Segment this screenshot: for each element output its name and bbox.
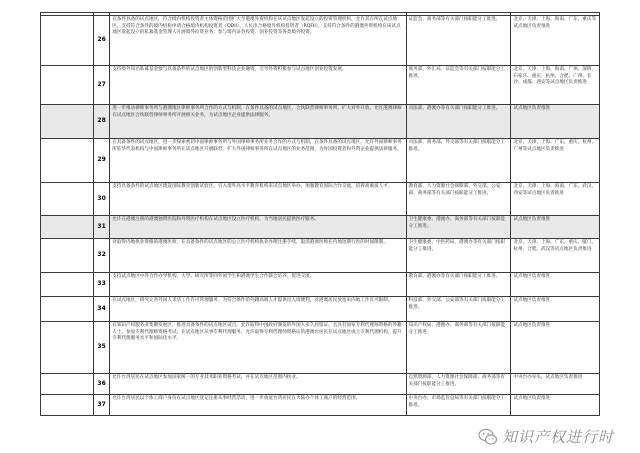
- responsible-departments: 自然资源部、人力资源社会保障部、商务部等有关部门按职能分工推进。: [406, 374, 511, 395]
- table-row: [41, 239, 600, 273]
- measure-content: 在试点地区，研究完善外国人来华工作许可管理服务，为符合条件的外籍高端人才提供出入境便利，对港澳居民放宽来内地工作许可限制。: [110, 297, 406, 322]
- row-number: 28: [93, 105, 109, 139]
- responsible-areas: 北京、天津、上海、海南、广东、重庆等试点地区负责推进: [511, 16, 600, 66]
- responsible-departments: 卫生健康委、港澳办、商务部等有关部门按职能分工推进。: [406, 216, 511, 239]
- blank-cell: [41, 66, 94, 105]
- measure-content: 支持试点地区中外合作办学机构、大学、研究所等同外国学生和港澳学生合作联合培养，促进交流。: [110, 273, 406, 297]
- blank-cell: [41, 216, 94, 239]
- blank-cell: [41, 239, 94, 273]
- watermark-text: 知识产权进行时: [502, 428, 615, 446]
- measure-content: 在条件具备的试点地区，符合境内机构投资者主体资格范围扩大至港澳外资机构在该试点地区发起设立的投资管理机构，允许其在所在试点地区，支持符合条件的境内机构申请合格境内机构投资者（QDII）、人民币合格境外机构投资者（RQFII），支持符合条件的港澳外资机构在该试点地区发起设立的私募基金管理人开展境外投资业务；参与境内证券投资、创业投资等各类境外投资。: [110, 16, 406, 66]
- responsible-departments: 司法部、商务部、外交部等有关部门按职能分工推进。: [406, 139, 511, 183]
- wechat-logo-icon: [478, 427, 498, 447]
- measure-content: 对取得内地执业资格的港澳医师，在具备条件的试点地区的公立医疗机构执业办理注册手续，取消港澳医师在内地短期行医的时间限制。: [110, 239, 406, 273]
- measure-content: 允许台湾居民以个体工商户身份在试点地区登记注册从事经营活动，进一步放宽台湾居民在大陆办个体工商户的经营范围。: [110, 395, 406, 416]
- row-number: 31: [93, 216, 109, 239]
- table-row: [41, 297, 600, 322]
- row-number: 27: [93, 66, 109, 105]
- row-number: 26: [93, 16, 109, 66]
- row-number: 32: [93, 239, 109, 273]
- table-row: [41, 273, 600, 297]
- responsible-areas: 试点地区负责推进: [511, 322, 600, 374]
- blank-cell: [41, 16, 94, 66]
- row-number: 37: [93, 395, 109, 416]
- measure-content: 进一步推动律师事务所与港澳地区律师事务所合作的方式与机制，在条件具备的试点地区，合伙联营律师事务所，扩大对外开放，允许港澳律师在试点地区合伙联营律师事务所开展相关业务，为试点地区企业提供法律服务。: [110, 105, 406, 139]
- responsible-areas: 试点地区负责推进: [511, 297, 600, 322]
- blank-cell: [41, 374, 94, 395]
- row-number: 30: [93, 183, 109, 216]
- responsible-areas: 北京、天津、上海、海南、广州、深圳、石家庄、重庆、杭州、合肥、广州、长沙、成都、西安等试点地区负责推进: [511, 66, 600, 105]
- responsible-departments: 知识产权局、港澳办、商务部等有关部门按职能分工推进。: [406, 322, 511, 374]
- table-row: [41, 395, 600, 416]
- responsible-areas: 北京、天津、上海、海南、广东、武汉、西安等试点地区负责推进: [511, 183, 600, 216]
- blank-cell: [41, 139, 94, 183]
- responsible-departments: 教育部、人力资源社会保障部、外交部、公安部、商务部等有关部门按职能分工推进。: [406, 183, 511, 216]
- table-row: [41, 374, 600, 395]
- table-row: [41, 105, 600, 139]
- responsible-departments: 司法部、港澳办等有关部门按职能分工推进。: [406, 105, 511, 139]
- table-row: [41, 66, 600, 105]
- table-row: [41, 139, 600, 183]
- policy-table: [40, 12, 600, 416]
- responsible-areas: 试点地区负责推进: [511, 395, 600, 416]
- policy-table-body: [41, 13, 600, 416]
- measure-content: 在知识产权服务业集聚发展区，推进具备条件的试点地区试点，允许取得中国政府颁发的外国人永久居留证、且具有国家专利代理师资格的外籍人士，参加专利代理师资格考试，在试点地区从事专利代理服务，允许取得专利代理师资格证的港澳台居民在试点地区成立专利代理机构，提升专利代理服务水平和国际化水平。: [110, 322, 406, 374]
- responsible-areas: 中央台办牵头，试点地区负责推进: [511, 374, 600, 395]
- row-number: 33: [93, 273, 109, 297]
- responsible-areas: 试点地区负责推进: [511, 105, 600, 139]
- responsible-departments: 卫生健康委、中医药局、港澳办等有关部门按职能分工推进。: [406, 239, 511, 273]
- blank-cell: [41, 183, 94, 216]
- responsible-departments: 教育部、港澳办等有关部门按职能分工推进。: [406, 273, 511, 297]
- responsible-areas: 北京、天津、上海、广东、重庆、杭州、广州等试点地区负责推进: [511, 139, 600, 183]
- row-number: 29: [93, 139, 109, 183]
- responsible-areas: 试点地区负责推进: [511, 273, 600, 297]
- measure-content: 支持境外知名私募基金参与具备条件的试点地区的创新型科技企业融资，引导外资积极参与试点地区创业投资发展。: [110, 66, 406, 105]
- table-row: [41, 216, 600, 239]
- blank-cell: [41, 395, 94, 416]
- measure-content: 在具备条件的试点地区，进一步探索密切中国律师事务所与外国律师事务所业务合作的方式与机制，在条件具备的试点地区，允许外国律师事务所驻华代表机构与中国律师事务所在试点地区开展联营，扩大外国律师事务所在试点地区的业务范围，为外国投资者和外资企业提供法律服务。: [110, 139, 406, 183]
- responsible-areas: 北京、天津、上海、广东、重庆、厦门、杭州、合肥、武汉等试点地区负责推进: [511, 239, 600, 273]
- blank-cell: [41, 105, 94, 139]
- row-number: 36: [93, 374, 109, 395]
- responsible-departments: 中央台办、市场监管总局等有关部门按职能分工推进。: [406, 395, 511, 416]
- measure-content: 允许台湾居民在试点地区参加国家统一的专业技术职业资格考试，并在试点地区范围内执业。: [110, 374, 406, 395]
- blank-cell: [41, 273, 94, 297]
- row-number: 35: [93, 322, 109, 374]
- responsible-departments: 科技部、外交部、公安部等有关部门按职能分工推进。: [406, 297, 511, 322]
- measure-content: 支持具备条件的试点地区建设国际教育创新试验区，引入境外高水平教育机构来试点地区举办，加强教育国际合作交流，培养高素质人才。: [110, 183, 406, 216]
- responsible-departments: 商务部、外汇局、证监会等有关部门按职能分工推进。: [406, 66, 511, 105]
- blank-cell: [41, 322, 94, 374]
- row-number: 34: [93, 297, 109, 322]
- watermark: [478, 425, 628, 449]
- table-row: [41, 183, 600, 216]
- table-row: [41, 16, 600, 66]
- measure-content: 允许在港澳注册的港澳独资医院和外资医疗机构在试点地区设立医疗机构，为当地居民提供医疗服务。: [110, 216, 406, 239]
- responsible-areas: 试点地区负责推进: [511, 216, 600, 239]
- table-row: [41, 322, 600, 374]
- responsible-departments: 证监会、商务部等有关部门按职能分工推进。: [406, 16, 511, 66]
- blank-cell: [41, 297, 94, 322]
